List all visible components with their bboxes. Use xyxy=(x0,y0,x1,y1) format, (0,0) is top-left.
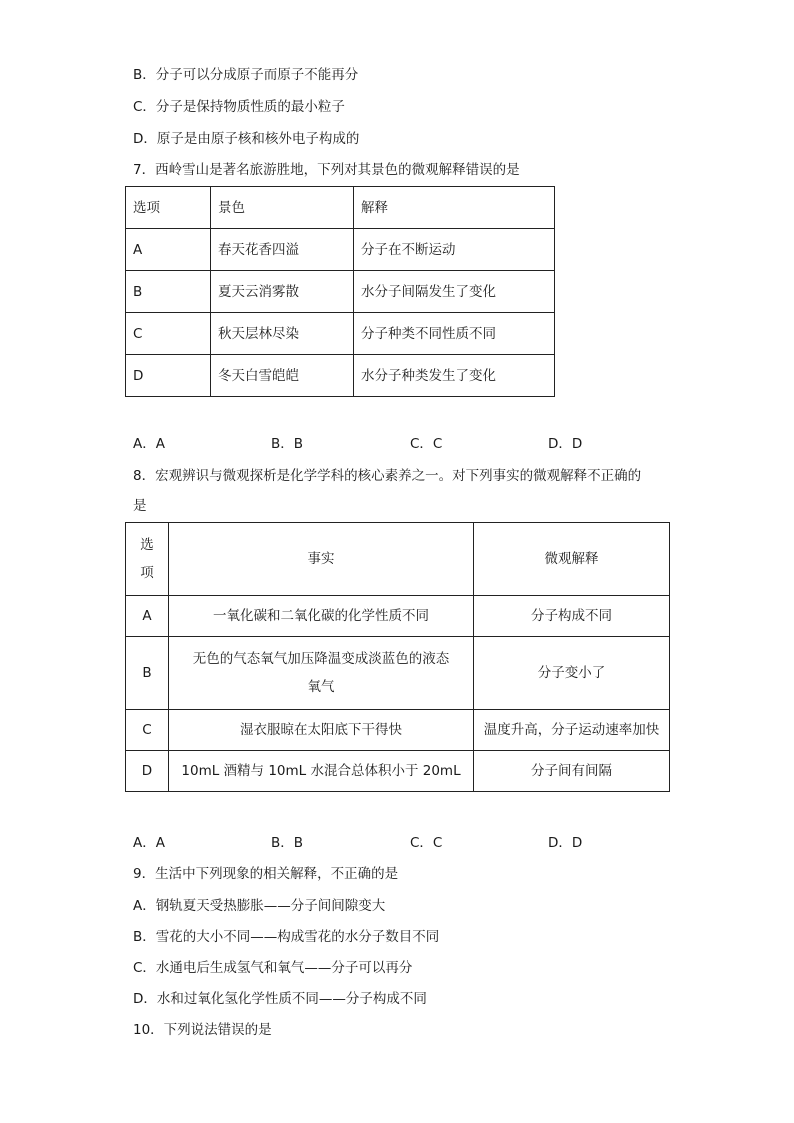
table-cell: C xyxy=(126,710,169,751)
answer-option-b[interactable]: B．B xyxy=(271,835,304,851)
table-cell: 夏天云消雾散 xyxy=(211,271,354,313)
option-b-line: B．分子可以分成原子而原子不能再分 xyxy=(133,67,359,83)
table-cell: 分子种类不同性质不同 xyxy=(354,313,555,355)
table-cell: 春天花香四溢 xyxy=(211,229,354,271)
question-9-option-d[interactable]: D．水和过氧化氢化学性质不同——分子构成不同 xyxy=(133,991,427,1007)
option-c-line: C．分子是保持物质性质的最小粒子 xyxy=(133,99,345,115)
table-row xyxy=(126,596,670,637)
table-cell: 无色的气态氧气加压降温变成淡蓝色的液态氧气 xyxy=(169,637,474,710)
table-cell: 分子变小了 xyxy=(474,637,670,710)
answer-option-d[interactable]: D．D xyxy=(548,835,583,851)
table-row xyxy=(126,355,555,397)
table-cell: 湿衣服晾在太阳底下干得快 xyxy=(169,710,474,751)
table-header-cell: 景色 xyxy=(211,187,354,229)
answer-option-a[interactable]: A．A xyxy=(133,835,165,851)
table-cell: 冬天白雪皑皑 xyxy=(211,355,354,397)
question-8-stem-cont: 是 xyxy=(133,498,147,514)
table-cell: B xyxy=(126,271,211,313)
table-row xyxy=(126,637,670,710)
table-cell: 温度升高，分子运动速率加快 xyxy=(474,710,670,751)
table-cell: C xyxy=(126,313,211,355)
question-7-options xyxy=(133,434,653,454)
table-cell: B xyxy=(126,637,169,710)
option-d-line: D．原子是由原子核和核外电子构成的 xyxy=(133,131,360,147)
question-9-option-b[interactable]: B．雪花的大小不同——构成雪花的水分子数目不同 xyxy=(133,929,440,945)
table-cell: D xyxy=(126,751,169,792)
answer-option-d[interactable]: D．D xyxy=(548,436,583,452)
question-10-stem: 10．下列说法错误的是 xyxy=(133,1022,272,1038)
table-header-cell: 选项 xyxy=(126,523,169,596)
table-row xyxy=(126,751,670,792)
question-8-options xyxy=(133,833,653,853)
answer-option-a[interactable]: A．A xyxy=(133,436,165,452)
table-row xyxy=(126,271,555,313)
table-cell: 分子构成不同 xyxy=(474,596,670,637)
answer-option-b[interactable]: B．B xyxy=(271,436,304,452)
table-cell: 水分子间隔发生了变化 xyxy=(354,271,555,313)
table-header-row xyxy=(126,523,670,596)
table-header-cell: 微观解释 xyxy=(474,523,670,596)
table-cell: 水分子种类发生了变化 xyxy=(354,355,555,397)
question-9-stem: 9．生活中下列现象的相关解释，不正确的是 xyxy=(133,866,399,882)
table-row xyxy=(126,229,555,271)
question-8-stem: 8．宏观辨识与微观探析是化学学科的核心素养之一。对下列事实的微观解释不正确的 xyxy=(133,468,642,484)
question-7-stem: 7．西岭雪山是著名旅游胜地，下列对其景色的微观解释错误的是 xyxy=(133,162,520,178)
table-header-row xyxy=(126,187,555,229)
table-cell: D xyxy=(126,355,211,397)
question-9-option-c[interactable]: C．水通电后生成氢气和氧气——分子可以再分 xyxy=(133,960,413,976)
table-cell: 分子间有间隔 xyxy=(474,751,670,792)
table-header-cell: 事实 xyxy=(169,523,474,596)
table-cell: A xyxy=(126,596,169,637)
table-header-cell: 选项 xyxy=(126,187,211,229)
table-row xyxy=(126,710,670,751)
table-cell: 秋天层林尽染 xyxy=(211,313,354,355)
answer-option-c[interactable]: C．C xyxy=(410,835,443,851)
question-9-option-a[interactable]: A．钢轨夏天受热膨胀——分子间间隙变大 xyxy=(133,898,386,914)
table-cell: 10mL 酒精与 10mL 水混合总体积小于 20mL xyxy=(169,751,474,792)
table-cell: 一氧化碳和二氧化碳的化学性质不同 xyxy=(169,596,474,637)
answer-option-c[interactable]: C．C xyxy=(410,436,443,452)
table-cell: A xyxy=(126,229,211,271)
table-row xyxy=(126,313,555,355)
table-header-cell: 解释 xyxy=(354,187,555,229)
question-7-table xyxy=(125,186,555,397)
question-8-table xyxy=(125,522,670,792)
table-cell: 分子在不断运动 xyxy=(354,229,555,271)
